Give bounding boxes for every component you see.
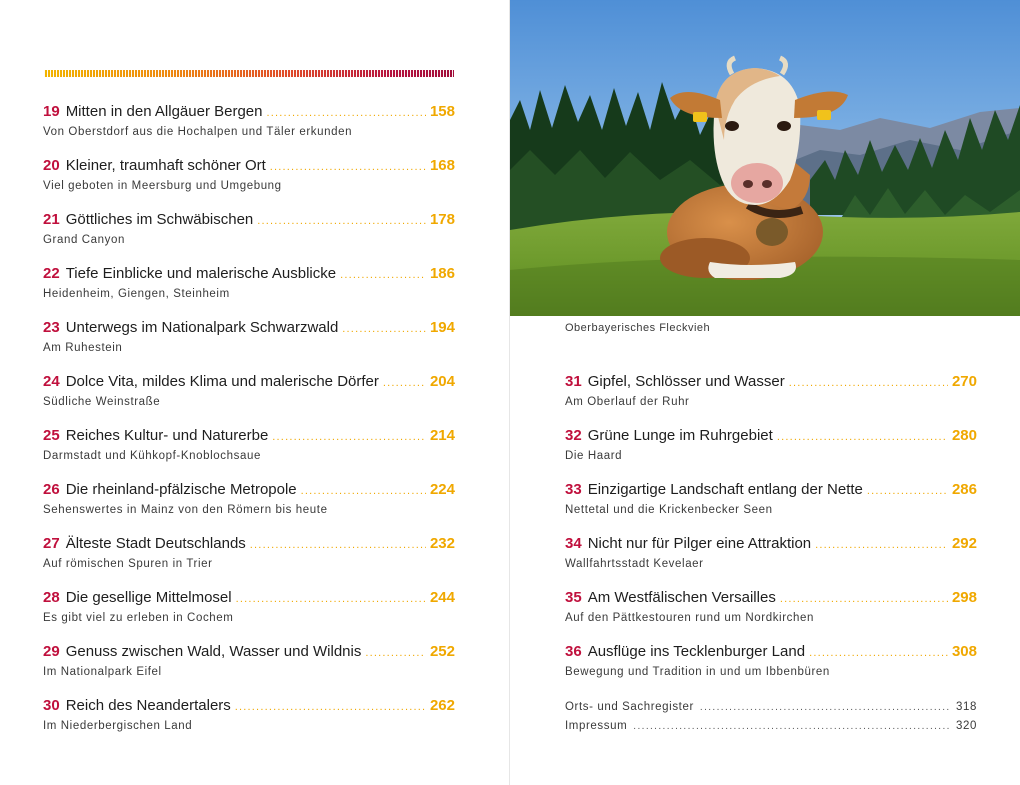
page-number: 186 <box>429 265 455 282</box>
chapter-subtitle: Nettetal und die Krickenbecker Seen <box>565 504 773 516</box>
chapter-title: Einzigartige Landschaft entlang der Nette <box>587 481 863 498</box>
chapter-title: Am Westfälischen Versailles <box>587 589 776 606</box>
register-label: Impressum <box>565 720 628 732</box>
cow-photo <box>510 0 1020 316</box>
chapter-subtitle: Viel geboten in Meersburg und Umgebung <box>43 180 282 192</box>
page-number: 308 <box>951 643 977 660</box>
chapter-title: Älteste Stadt Deutschlands <box>65 535 246 552</box>
toc-entry[interactable] <box>43 156 455 210</box>
register-page: 318 <box>956 701 977 713</box>
chapter-subtitle: Darmstadt und Kühkopf-Knoblochsaue <box>43 450 261 462</box>
chapter-subtitle: Sehenswertes in Mainz von den Römern bis heute <box>43 504 328 516</box>
leader-dots <box>272 427 426 447</box>
chapter-subtitle: Grand Canyon <box>43 234 125 246</box>
chapter-title: Reich des Neandertalers <box>65 697 231 714</box>
register-page: 320 <box>956 720 977 732</box>
chapter-title: Göttliches im Schwäbischen <box>65 211 254 228</box>
chapter-subtitle: Wallfahrtsstadt Kevelaer <box>565 558 704 570</box>
leader-dots <box>340 265 426 285</box>
chapter-title: Tiefe Einblicke und malerische Ausblicke <box>65 265 337 282</box>
toc-entry[interactable] <box>565 480 977 534</box>
toc-entry[interactable] <box>43 102 455 156</box>
toc-entry[interactable] <box>565 372 977 426</box>
page-number: 270 <box>951 373 977 390</box>
chapter-number: 22 <box>43 265 60 282</box>
chapter-title: Reiches Kultur- und Naturerbe <box>65 427 269 444</box>
register-list <box>565 698 977 736</box>
toc-left-column <box>43 102 455 750</box>
leader-dots <box>365 643 426 663</box>
chapter-subtitle: Auf römischen Spuren in Trier <box>43 558 213 570</box>
chapter-subtitle: Auf den Pättkestouren rund um Nordkirchen <box>565 612 814 624</box>
chapter-subtitle: Heidenheim, Giengen, Steinheim <box>43 288 230 300</box>
chapter-subtitle: Es gibt viel zu erleben in Cochem <box>43 612 234 624</box>
page-number: 286 <box>951 481 977 498</box>
leader-dots <box>383 373 426 393</box>
chapter-number: 19 <box>43 103 60 120</box>
page-number: 178 <box>429 211 455 228</box>
leader-dots <box>257 211 426 231</box>
leader-dots <box>809 643 948 663</box>
toc-entry[interactable] <box>565 426 977 480</box>
chapter-number: 36 <box>565 643 582 660</box>
chapter-subtitle: Im Niederbergischen Land <box>43 720 193 732</box>
chapter-number: 30 <box>43 697 60 714</box>
leader-dots <box>777 427 948 447</box>
toc-entry[interactable] <box>43 642 455 696</box>
toc-entry[interactable] <box>43 372 455 426</box>
chapter-subtitle: Bewegung und Tradition in und um Ibbenbüren <box>565 666 830 678</box>
chapter-title: Genuss zwischen Wald, Wasser und Wildnis <box>65 643 362 660</box>
chapter-title: Dolce Vita, mildes Klima und malerische Dörfer <box>65 373 379 390</box>
chapter-title: Ausflüge ins Tecklenburger Land <box>587 643 806 660</box>
page-number: 168 <box>429 157 455 174</box>
page-number: 224 <box>429 481 455 498</box>
page-number: 262 <box>429 697 455 714</box>
page-number: 298 <box>951 589 977 606</box>
chapter-number: 35 <box>565 589 582 606</box>
chapter-title: Kleiner, traumhaft schöner Ort <box>65 157 266 174</box>
chapter-number: 24 <box>43 373 60 390</box>
leader-dots <box>633 717 950 736</box>
leader-dots <box>250 535 426 555</box>
leader-dots <box>342 319 426 339</box>
register-entry[interactable] <box>565 698 977 717</box>
chapter-title: Grüne Lunge im Ruhrgebiet <box>587 427 773 444</box>
page-number: 252 <box>429 643 455 660</box>
page-number: 232 <box>429 535 455 552</box>
leader-dots <box>266 103 425 123</box>
chapter-subtitle: Südliche Weinstraße <box>43 396 161 408</box>
chapter-number: 29 <box>43 643 60 660</box>
chapter-subtitle: Von Oberstdorf aus die Hochalpen und Täler erkunden <box>43 126 353 138</box>
chapter-number: 25 <box>43 427 60 444</box>
toc-entry[interactable] <box>43 318 455 372</box>
chapter-title: Mitten in den Allgäuer Bergen <box>65 103 263 120</box>
toc-entry[interactable] <box>43 210 455 264</box>
chapter-number: 21 <box>43 211 60 228</box>
leader-dots <box>780 589 948 609</box>
chapter-title: Nicht nur für Pilger eine Attraktion <box>587 535 812 552</box>
chapter-subtitle: Im Nationalpark Eifel <box>43 666 162 678</box>
leader-dots <box>815 535 948 555</box>
toc-entry[interactable] <box>565 588 977 642</box>
chapter-number: 20 <box>43 157 60 174</box>
chapter-title: Die gesellige Mittelmosel <box>65 589 232 606</box>
leader-dots <box>235 697 426 717</box>
toc-entry[interactable] <box>565 534 977 588</box>
chapter-title: Die rheinland-pfälzische Metropole <box>65 481 297 498</box>
chapter-number: 27 <box>43 535 60 552</box>
chapter-title: Unterwegs im Nationalpark Schwarzwald <box>65 319 339 336</box>
leader-dots <box>700 698 950 717</box>
toc-right-column <box>565 372 977 696</box>
chapter-number: 33 <box>565 481 582 498</box>
page-number: 292 <box>951 535 977 552</box>
photo-caption: Oberbayerisches Fleckvieh <box>565 322 711 334</box>
toc-entry[interactable] <box>43 264 455 318</box>
page-number: 194 <box>429 319 455 336</box>
toc-entry[interactable] <box>43 480 455 534</box>
page-number: 214 <box>429 427 455 444</box>
page-number: 204 <box>429 373 455 390</box>
toc-entry[interactable] <box>43 426 455 480</box>
chapter-subtitle: Am Ruhestein <box>43 342 123 354</box>
chapter-subtitle: Die Haard <box>565 450 623 462</box>
register-entry[interactable] <box>565 717 977 736</box>
leader-dots <box>789 373 948 393</box>
toc-entry[interactable] <box>43 588 455 642</box>
page-number: 158 <box>429 103 455 120</box>
chapter-number: 34 <box>565 535 582 552</box>
leader-dots <box>867 481 948 501</box>
leader-dots <box>236 589 426 609</box>
leader-dots <box>301 481 426 501</box>
leader-dots <box>270 157 426 177</box>
toc-entry[interactable] <box>43 534 455 588</box>
page-number: 280 <box>951 427 977 444</box>
chapter-number: 28 <box>43 589 60 606</box>
decorative-gradient-bar <box>44 70 454 77</box>
chapter-subtitle: Am Oberlauf der Ruhr <box>565 396 690 408</box>
chapter-number: 26 <box>43 481 60 498</box>
chapter-number: 23 <box>43 319 60 336</box>
page-number: 244 <box>429 589 455 606</box>
toc-entry[interactable] <box>43 696 455 750</box>
chapter-number: 31 <box>565 373 582 390</box>
chapter-number: 32 <box>565 427 582 444</box>
register-label: Orts- und Sachregister <box>565 701 694 713</box>
toc-entry[interactable] <box>565 642 977 696</box>
chapter-title: Gipfel, Schlösser und Wasser <box>587 373 785 390</box>
